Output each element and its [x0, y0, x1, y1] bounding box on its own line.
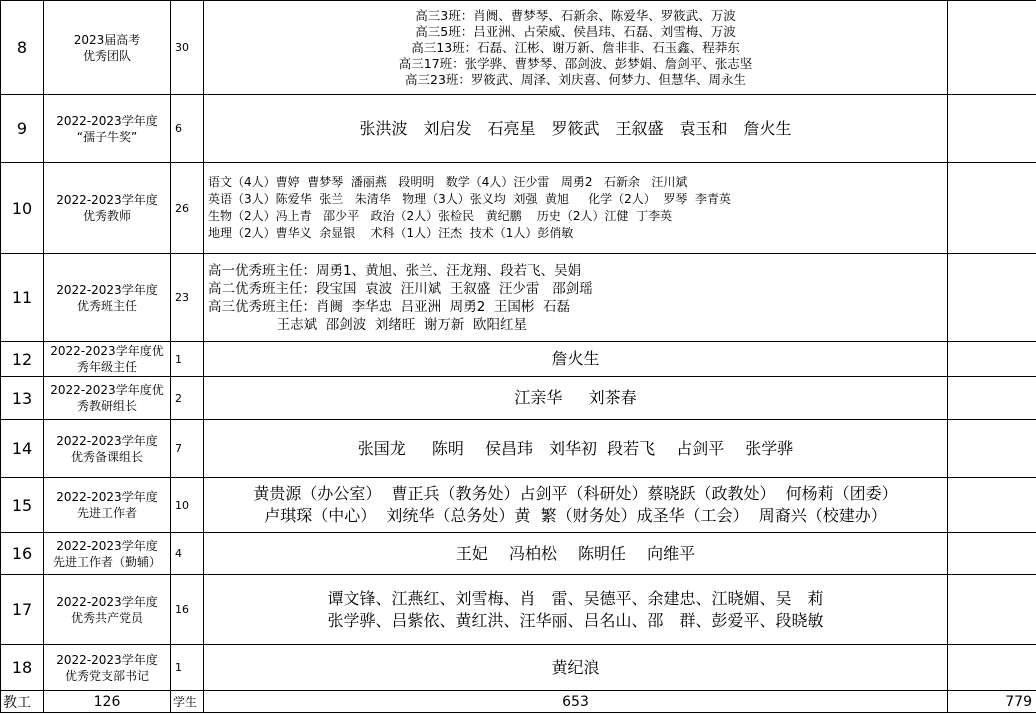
- student-count: 653: [204, 691, 948, 713]
- table-row: [1, 478, 1036, 533]
- row-names: 黄纪浪: [204, 645, 948, 691]
- row-category: 2022-2023学年度 优秀教师: [44, 163, 171, 254]
- row-count: 7: [171, 420, 204, 478]
- table-row: [1, 1, 1036, 95]
- row-remark: [948, 1, 1036, 95]
- row-count: 1: [171, 342, 204, 377]
- row-remark: [948, 163, 1036, 254]
- row-count: 23: [171, 254, 204, 342]
- row-remark: [948, 575, 1036, 645]
- row-names: 张洪波 刘启发 石亮星 罗筱武 王叙盛 袁玉和 詹火生: [204, 95, 948, 163]
- row-category: 2022-2023学年度优 秀年级主任: [44, 342, 171, 377]
- row-category: 2022-2023学年度 优秀备课组长: [44, 420, 171, 478]
- row-index: 11: [1, 254, 44, 342]
- row-names: 高三3班：肖阓、曹梦琴、石新余、陈爱华、罗筱武、万波 高三5班：吕亚洲、占荣威、侯昌玮、石磊、刘雪梅、万波 高三13班：石磊、江彬、谢万新、詹非非、石玉鑫、程莽东 高三17班：张学骅、曹梦琴、邵剑波、彭梦娟、詹剑平、张志坚 高三23班：罗筱武、周泽、刘庆喜、何梦力、但慧华、周永生: [204, 1, 948, 95]
- totals-row: [1, 691, 1036, 713]
- row-names: 张国龙 陈明 侯昌玮 刘华初 段若飞 占剑平 张学骅: [204, 420, 948, 478]
- table-row: [1, 95, 1036, 163]
- grand-total: 779: [948, 691, 1036, 713]
- row-index: 10: [1, 163, 44, 254]
- student-label: 学生: [171, 691, 204, 713]
- row-remark: [948, 420, 1036, 478]
- row-count: 2: [171, 377, 204, 420]
- row-category: 2022-2023学年度 优秀班主任: [44, 254, 171, 342]
- staff-label: 教工: [1, 691, 44, 713]
- staff-count: 126: [44, 691, 171, 713]
- row-names: 语文（4人）曹婷 曹梦琴 潘丽燕 段明明 数学（4人）汪少雷 周勇2 石新余 汪川斌 英语（3人）陈爱华 张兰 朱清华 物理（3人）张义均 刘强 黄旭 化学（2人） 罗琴 李青英 生物（2人）冯上青 邵少平 政治（2人）张检民 黄纪鹏 历史（2人）江健 丁李英 地理（2人）曹华义 余显银 术科（1人）汪杰 技术（1人）彭俏敏: [204, 163, 948, 254]
- table-row: [1, 420, 1036, 478]
- row-index: 12: [1, 342, 44, 377]
- row-category: 2022-2023学年度 “孺子牛奖”: [44, 95, 171, 163]
- row-category: 2022-2023学年度 优秀党支部书记: [44, 645, 171, 691]
- row-remark: [948, 645, 1036, 691]
- row-count: 26: [171, 163, 204, 254]
- row-category: 2022-2023学年度 优秀共产党员: [44, 575, 171, 645]
- table-row: [1, 575, 1036, 645]
- row-count: 16: [171, 575, 204, 645]
- row-remark: [948, 533, 1036, 575]
- row-names: 谭文锋、江燕红、刘雪梅、肖 雷、吴德平、余建忠、江晓媚、吴 莉 张学骅、吕紫依、黄红洪、汪华丽、吕名山、邵 群、彭爱平、段晓敏: [204, 575, 948, 645]
- row-remark: [948, 254, 1036, 342]
- row-category: 2023届高考 优秀团队: [44, 1, 171, 95]
- row-names: 黄贵源（办公室） 曹正兵（教务处）占剑平（科研处）蔡晓跃（政教处） 何杨莉（团委） 卢琪琛（中心） 刘统华（总务处）黄 繁（财务处）成圣华（工会） 周裔兴（校建办）: [204, 478, 948, 533]
- row-index: 14: [1, 420, 44, 478]
- row-names: 高一优秀班主任：周勇1、黄旭、张兰、汪龙翔、段若飞、吴娟 高二优秀班主任：段宝国 袁波 汪川斌 王叙盛 汪少雷 邵剑瑶 高三优秀班主任：肖阓 李华忠 吕亚洲 周勇2 王国彬 石磊 王志斌 邵剑波 刘绪旺 谢万新 欧阳红星: [204, 254, 948, 342]
- row-category: 2022-2023学年度优 秀教研组长: [44, 377, 171, 420]
- row-names: 詹火生: [204, 342, 948, 377]
- row-count: 30: [171, 1, 204, 95]
- row-remark: [948, 377, 1036, 420]
- row-count: 1: [171, 645, 204, 691]
- row-count: 4: [171, 533, 204, 575]
- row-remark: [948, 342, 1036, 377]
- row-index: 18: [1, 645, 44, 691]
- row-count: 10: [171, 478, 204, 533]
- table-row: [1, 645, 1036, 691]
- table-row: [1, 163, 1036, 254]
- row-remark: [948, 478, 1036, 533]
- row-remark: [948, 95, 1036, 163]
- row-index: 9: [1, 95, 44, 163]
- row-category: 2022-2023学年度 先进工作者（勤辅）: [44, 533, 171, 575]
- row-index: 8: [1, 1, 44, 95]
- row-index: 15: [1, 478, 44, 533]
- table-row: [1, 533, 1036, 575]
- table-row: [1, 254, 1036, 342]
- row-count: 6: [171, 95, 204, 163]
- row-names: 王妃 冯柏松 陈明任 向维平: [204, 533, 948, 575]
- row-names: 江亲华 刘茶春: [204, 377, 948, 420]
- row-index: 16: [1, 533, 44, 575]
- row-index: 17: [1, 575, 44, 645]
- table-row: [1, 342, 1036, 377]
- row-category: 2022-2023学年度 先进工作者: [44, 478, 171, 533]
- row-index: 13: [1, 377, 44, 420]
- table-row: [1, 377, 1036, 420]
